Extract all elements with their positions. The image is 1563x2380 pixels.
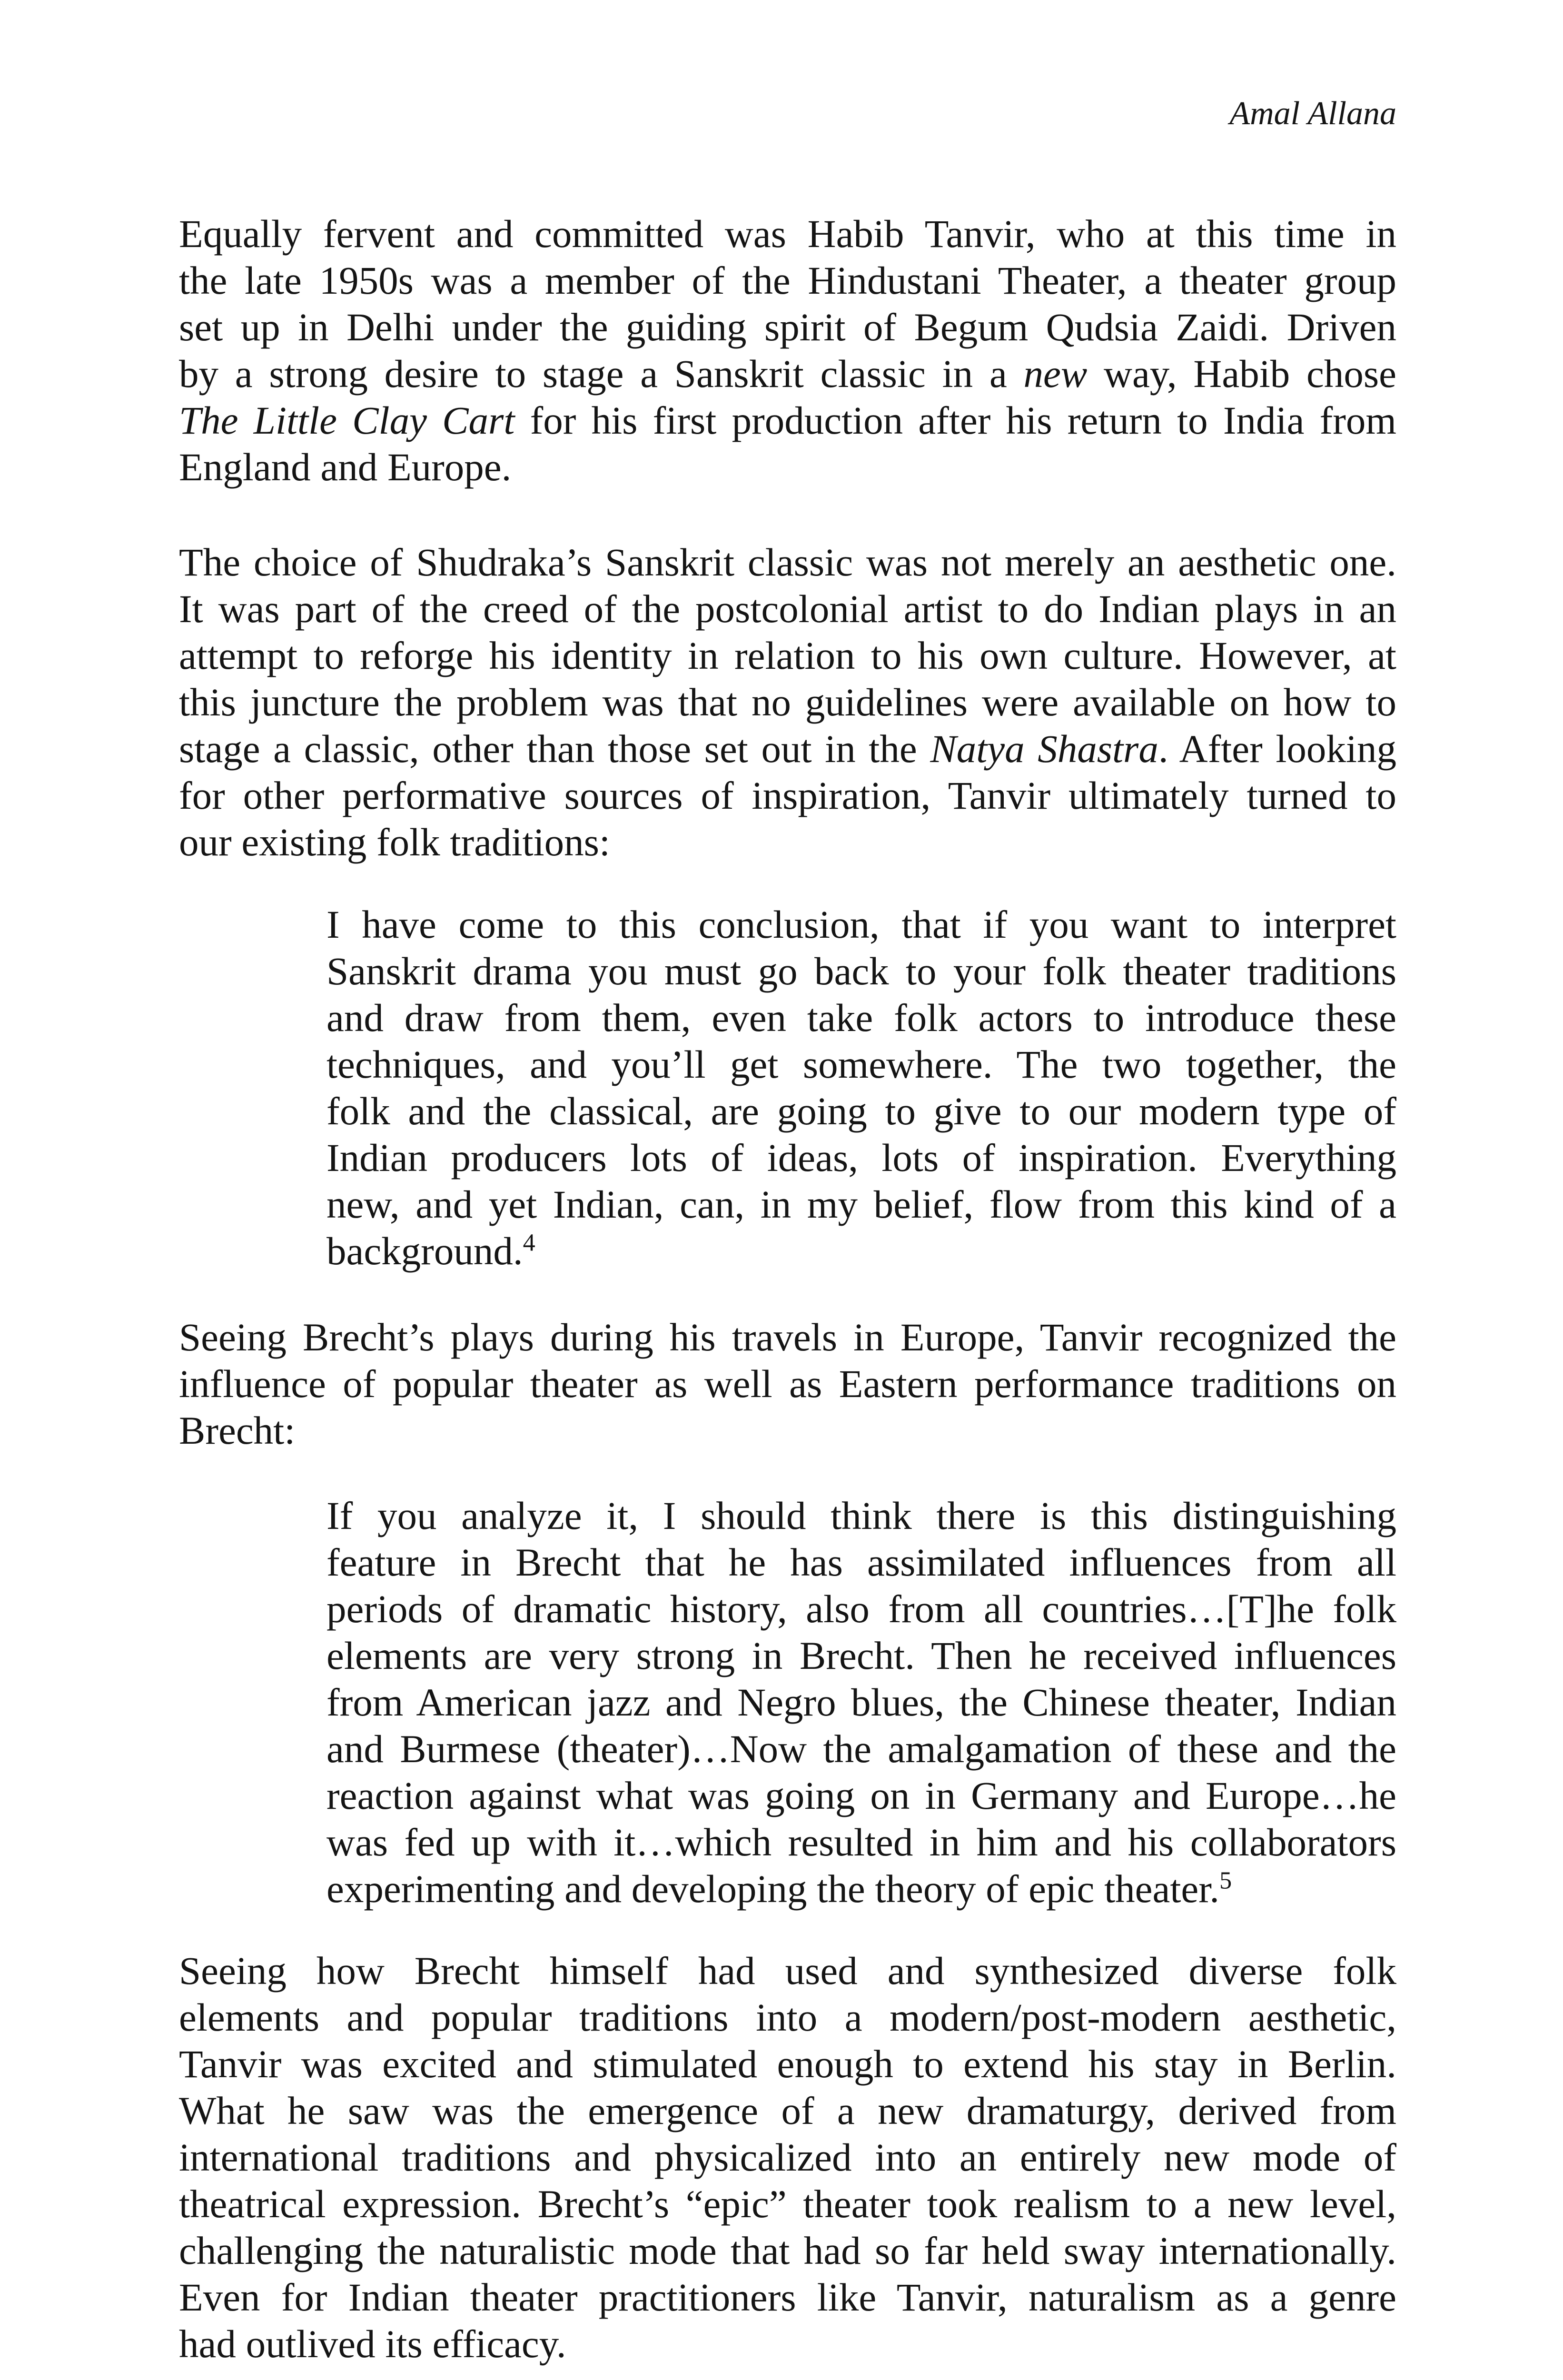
emphasis-text: new <box>1023 352 1088 396</box>
text-line: this juncture the problem was that no guidelines were available on how to <box>179 680 1396 724</box>
quote-line: Sanskrit drama you must go back to your folk theater traditions <box>326 949 1396 993</box>
footnote-ref-4[interactable]: 4 <box>523 1229 535 1257</box>
text-line: our existing folk traditions: <box>179 820 610 864</box>
quote-line: techniques, and you’ll get somewhere. The two together, the <box>326 1042 1396 1086</box>
footnote-ref-5[interactable]: 5 <box>1219 1867 1232 1894</box>
text-line: by a strong desire to stage a Sanskrit classic in a new way, Habib chose <box>179 352 1396 396</box>
quote-line: background.$^4$ <box>326 1229 535 1273</box>
quote-line: feature in Brecht that he has assimilated influences from all <box>326 1540 1396 1584</box>
text-line: The Little Clay Cart for his first production after his return to India from <box>179 398 1396 442</box>
quote-line: new, and yet Indian, can, in my belief, flow from this kind of a <box>326 1182 1396 1226</box>
text-line: Seeing Brecht’s plays during his travels in Europe, Tanvir recognized the <box>179 1315 1396 1359</box>
text-line: international traditions and physicalized into an entirely new mode of <box>179 2135 1396 2179</box>
text-line: set up in Delhi under the guiding spirit of Begum Qudsia Zaidi. Driven <box>179 305 1396 349</box>
work-title: Natya Shastra <box>930 727 1158 771</box>
text-line: It was part of the creed of the postcolonial artist to do Indian plays in an <box>179 587 1396 631</box>
text-line: challenging the naturalistic mode that had so far held sway internationally. <box>179 2229 1396 2272</box>
text-line: What he saw was the emergence of a new dramaturgy, derived from <box>179 2089 1396 2132</box>
quote-line: and Burmese (theater)…Now the amalgamation of these and the <box>326 1727 1396 1771</box>
text-line: the late 1950s was a member of the Hindustani Theater, a theater group <box>179 258 1396 302</box>
text-line: elements and popular traditions into a modern/post-modern aesthetic, <box>179 1995 1396 2039</box>
body-paragraph-1 <box>179 210 1396 490</box>
quote-line: periods of dramatic history, also from all countries…[T]he folk <box>326 1587 1396 1631</box>
quote-line: reaction against what was going on in Germany and Europe…he <box>326 1774 1396 1817</box>
text-line: theatrical expression. Brecht’s “epic” theater took realism to a new level, <box>179 2182 1396 2226</box>
quote-line: experimenting and developing the theory of epic theater.$^5$ <box>326 1867 1232 1911</box>
body-paragraph-4 <box>179 1947 1396 2367</box>
play-title: The Little Clay Cart <box>179 398 515 442</box>
text-line: influence of popular theater as well as Eastern performance traditions on <box>179 1362 1396 1406</box>
text-line: Equally fervent and committed was Habib Tanvir, who at this time in <box>179 212 1396 256</box>
quote-line: was fed up with it…which resulted in him and his collaborators <box>326 1820 1396 1864</box>
quote-line: elements are very strong in Brecht. Then he received influences <box>326 1634 1396 1677</box>
quote-line: I have come to this conclusion, that if you want to interpret <box>326 902 1396 946</box>
quote-line: Indian producers lots of ideas, lots of inspiration. Everything <box>326 1136 1396 1180</box>
body-paragraph-3 <box>179 1314 1396 1454</box>
block-quote-1 <box>326 901 1396 1274</box>
text-line: attempt to reforge his identity in relation to his own culture. However, at <box>179 634 1396 677</box>
text-line: England and Europe. <box>179 445 512 489</box>
quote-line: from American jazz and Negro blues, the Chinese theater, Indian <box>326 1680 1396 1724</box>
text-line: had outlived its efficacy. <box>179 2322 566 2366</box>
body-paragraph-2 <box>179 539 1396 865</box>
text-line: Tanvir was excited and stimulated enough to extend his stay in Berlin. <box>179 2042 1396 2086</box>
running-head: Amal Allana <box>1229 95 1396 132</box>
text-line: Seeing how Brecht himself had used and synthesized diverse folk <box>179 1949 1396 1993</box>
text-line: stage a classic, other than those set out in the Natya Shastra. After looking <box>179 727 1396 771</box>
text-line: The choice of Shudraka’s Sanskrit classic was not merely an aesthetic one. <box>179 540 1396 584</box>
quote-line: If you analyze it, I should think there is this distinguishing <box>326 1494 1396 1537</box>
text-line: for other performative sources of inspiration, Tanvir ultimately turned to <box>179 774 1396 817</box>
text-line: Brecht: <box>179 1408 296 1452</box>
block-quote-2 <box>326 1492 1396 1912</box>
quote-line: folk and the classical, are going to give to our modern type of <box>326 1089 1396 1133</box>
quote-line: and draw from them, even take folk actors to introduce these <box>326 996 1396 1040</box>
text-line: Even for Indian theater practitioners like Tanvir, naturalism as a genre <box>179 2275 1396 2319</box>
